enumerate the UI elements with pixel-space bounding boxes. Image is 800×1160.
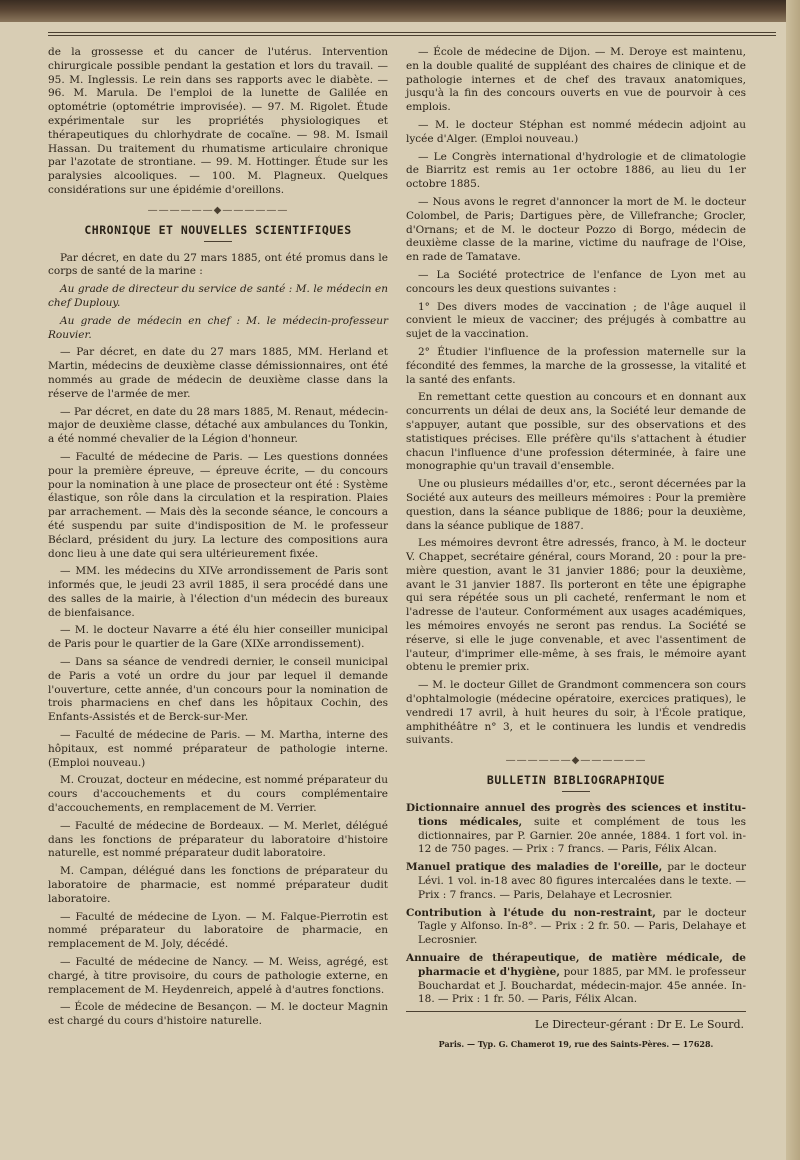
bibliography-title: Dictionnaire annuel des progrès des sciences et institutions médicales, — [406, 802, 746, 828]
news-paragraph: — Dans sa séance de vendredi dernier, le conseil municipal de Paris a voté un ordre du jour par lequel il demande l'ouverture, cette année, d'un concours pour la nomination de trois pharmaciens en chef dans les hôpitaux Cochin, des Enfants-Assistés et de Berck-sur-Mer. — [48, 656, 388, 724]
bibliography-title: Annuaire de thérapeutique, de matière médicale, de pharmacie et d'hygiène, — [406, 952, 746, 978]
bibliography-details: par le docteur Lévi. 1 vol. in-18 avec 80 figures intercalées dans le texte. — Prix : 7 francs. — Paris, Delahaye et Lecrosnier. — [418, 861, 746, 901]
bibliography-entry — [406, 907, 746, 948]
footer-rule — [406, 1011, 746, 1012]
news-paragraph: Une ou plusieurs médailles d'or, etc., seront décernées par la Société aux auteurs des meilleurs mémoires : Pour la première question, dans la séance publique de 1886; pour la deuxième, dans la séance publique de 1887. — [406, 478, 746, 532]
bibliography-details: par le docteur Tagle y Alfonso. In-8°. — Prix : 2 fr. 50. — Paris, Delahaye et Lecrosnier. — [418, 906, 746, 947]
page-top-edge — [0, 0, 800, 22]
news-paragraph: M. Crouzat, docteur en médecine, est nommé préparateur du cours d'accouchements et du cours complémentaire d'accouchements, en remplacement de M. Verrier. — [48, 774, 388, 815]
bibliography-entry — [406, 952, 746, 1007]
signature-line: Le Directeur-gérant : Dr E. Le Sourd. — [534, 1018, 744, 1032]
bibliography-title: Manuel pratique des maladies de l'oreille, — [406, 861, 663, 874]
news-paragraph: — Faculté de médecine de Paris. — Les questions données pour la première épreuve, — épreuve écrite, — du concours pour la nomination à une place de prosecteur ont été : Système élastique, son rôle dans la circulation et la respiration. Plaies par arrachement. — Mais dès la seconde séance, le concours a été suspendu par suite d'indisposition de M. le professeur Béclard, président du jury. La lecture des compositions aura donc lieu à une date qui sera ultérieurement fixée. — [48, 450, 388, 560]
news-paragraph: Au grade de médecin en chef : M. le médecin-professeur Rouvier. — [48, 314, 388, 341]
news-paragraph: — M. le docteur Stéphan est nommé médecin adjoint au lycée d'Alger. (Emploi nouveau.) — [406, 118, 746, 145]
thesis-list-paragraph: de la grossesse et du cancer de l'utérus. Intervention chirurgicale possible pendant la gestation et lors du travail. — 95. M. Inglessis. Le rein dans ses rapports avec le diabète. — 96. M. Marula. De l'emploi de la lunette de Galilée en optométrie (optométrie improvisée). — 97. M. Rigolet. Étude expérimentale sur les propriétés physiologiques et thérapeutiques du chlorhydrate de cocaïne. — 98. M. Ismail Hassan. Du traitement du rhumatisme articulaire chronique par l'azotate de strontiane. — 99. M. Hottinger. Étude sur les paralysies alcooliques. — 100. M. Plagneux. Quelques considérations sur une épidémie d'oreillons. — [48, 46, 388, 196]
bibliography-entry — [406, 861, 746, 902]
section-separator: ——————◆—————— — [147, 204, 289, 216]
news-paragraph: — Faculté de médecine de Bordeaux. — M. Merlet, délégué dans les fonctions de préparateur du laboratoire d'histoire naturelle, est nommé préparateur dudit laboratoire. — [48, 819, 388, 860]
news-paragraph: — Faculté de médecine de Lyon. — M. Falque-Pierrotin est nommé préparateur du laboratoire de pharmacie, en remplacement de M. Joly, décédé. — [48, 910, 388, 951]
news-paragraph: — M. le docteur Navarre a été élu hier conseiller municipal de Paris pour le quartier de la Gare (XIXe arrondissement). — [48, 624, 388, 651]
news-paragraph: 1° Des divers modes de vaccination ; de l'âge auquel il convient le mieux de vacciner; des préjugés à combattre au sujet de la vaccination. — [406, 300, 746, 341]
news-paragraph: — École de médecine de Besançon. — M. le docteur Magnin est chargé du cours d'histoire naturelle. — [48, 1001, 388, 1028]
news-paragraph: M. Campan, délégué dans les fonctions de préparateur du laboratoire de pharmacie, est nommé préparateur dudit laboratoire. — [48, 865, 388, 905]
bibliography-entry — [406, 802, 746, 857]
bibliography-title: Contribution à l'étude du non-restraint, — [406, 906, 656, 919]
heading-underline — [204, 241, 232, 242]
chronique-heading: CHRONIQUE ET NOUVELLES SCIENTIFIQUES — [84, 222, 352, 237]
heading-underline — [562, 791, 590, 792]
news-paragraph: — Nous avons le regret d'annoncer la mort de M. le docteur Colombel, de Paris; Dartigues père, de Villefranche; Grocler, d'Ornans; et de M. le docteur Pozzo di Borgo, médecin de deuxième classe de la marine, victime du naufrage de l'Oise, en rade de Tamatave. — [406, 195, 746, 264]
news-paragraph: — MM. les médecins du XIVe arrondissement de Paris sont informés que, le jeudi 23 avril 1885, il sera procédé dans une des salles de la mairie, à l'élection d'un médecin des bureaux de bienfaisance. — [48, 565, 388, 619]
header-rule-double — [48, 35, 776, 36]
news-paragraph: Au grade de directeur du service de santé : M. le médecin en chef Duplouy. — [48, 283, 388, 309]
news-paragraph: — Le Congrès international d'hydrologie et de climatologie de Biarritz est remis au 1er octobre 1886, au lieu du 1er octobre 1885. — [406, 150, 746, 191]
news-paragraph: Les mémoires devront être adressés, franco, à M. le docteur V. Chappet, secrétaire général, cours Morand, 20 : pour la première question, avant le 31 janvier 1886; pour la deuxième, avant le 31 janvier 1887. Ils porteront en tête une épigraphe qui sera répétée sous un pli cacheté, renfermant le nom et l'adresse de l'auteur. Conformément aux usages académiques, les mémoires envoyés ne seront pas rendus. La Société se réserve, si elle le juge convenable, et avec l'assentiment de l'auteur, d'imprimer elle-même, à ses frais, le mémoire ayant obtenu le premier prix. — [406, 537, 746, 674]
section-separator: ——————◆—————— — [505, 755, 647, 767]
news-paragraph: — Faculté de médecine de Nancy. — M. Weiss, agrégé, est chargé, à titre provisoire, du cours de pathologie externe, en remplacement de M. Heydenreich, appelé à d'autres fonctions. — [48, 956, 388, 996]
page-right-edge — [786, 0, 800, 1160]
news-paragraph: — La Société protectrice de l'enfance de Lyon met au concours les deux questions suivantes : — [406, 268, 746, 295]
news-paragraph: Par décret, en date du 27 mars 1885, ont été promus dans le corps de santé de la marine : — [48, 251, 388, 278]
news-paragraph: — Par décret, en date du 27 mars 1885, MM. Herland et Martin, médecins de deuxième classe démissionnaires, ont été nommés au grade de médecin de deuxième classe dans la réserve de l'armée de mer. — [48, 346, 388, 400]
news-paragraph: 2° Étudier l'influence de la profession maternelle sur la fécondité des femmes, la marche de la grossesse, la vitalité et la santé des enfants. — [406, 345, 746, 386]
news-paragraph: En remettant cette question au concours et en donnant aux concurrents un délai de deux ans, la Société leur demande de s'appuyer, autant que possible, sur des observations et des statistiques précises. Elle préfère qu'ils s'attachent à étudier chacun l'influence d'une profession déterminée, à faire une monographie qu'un travail d'ensemble. — [406, 391, 746, 473]
left-column — [48, 46, 388, 1033]
printer-imprint: Paris. — Typ. G. Chamerot 19, rue des Saints-Pères. — 17628. — [438, 1039, 714, 1049]
news-paragraph: — M. le docteur Gillet de Grandmont commencera son cours d'ophtalmologie (médecine opératoire, exercices pratiques), le vendredi 17 avril, à huit heures du soir, à l'École pratique, amphithéâtre n° 3, et le continuera les lundis et vendredis suivants. — [406, 679, 746, 747]
news-paragraph: — Faculté de médecine de Paris. — M. Martha, interne des hôpitaux, est nommé préparateur de pathologie interne. (Emploi nouveau.) — [48, 729, 388, 769]
header-rule — [48, 32, 776, 33]
news-paragraph: — École de médecine de Dijon. — M. Deroye est maintenu, en la double qualité de suppléant des chaires de clinique et de pathologie internes et de chef des travaux anatomiques, jusqu'à la fin des concours ouverts en vue de pourvoir à ces emplois. — [406, 46, 746, 114]
bibliography-details: suite et complément de tous les dictionnaires, par P. Garnier. 20e année, 1884. 1 fort vol. in-12 de 750 pages. — Prix : 7 francs. — Paris, Félix Alcan. — [418, 815, 746, 856]
news-paragraph: — Par décret, en date du 28 mars 1885, M. Renaut, médecin-major de deuxième classe, détaché aux ambulances du Tonkin, a été nommé chevalier de la Légion d'honneur. — [48, 405, 388, 446]
bulletin-heading: BULLETIN BIBLIOGRAPHIQUE — [486, 773, 666, 788]
right-column — [406, 46, 746, 1052]
bibliography-details: pour 1885, par MM. le professeur Bouchardat et J. Bouchardat, médecin-major. 45e année. In-18. — Prix : 1 fr. 50. — Paris, Félix Alcan. — [418, 965, 746, 1006]
